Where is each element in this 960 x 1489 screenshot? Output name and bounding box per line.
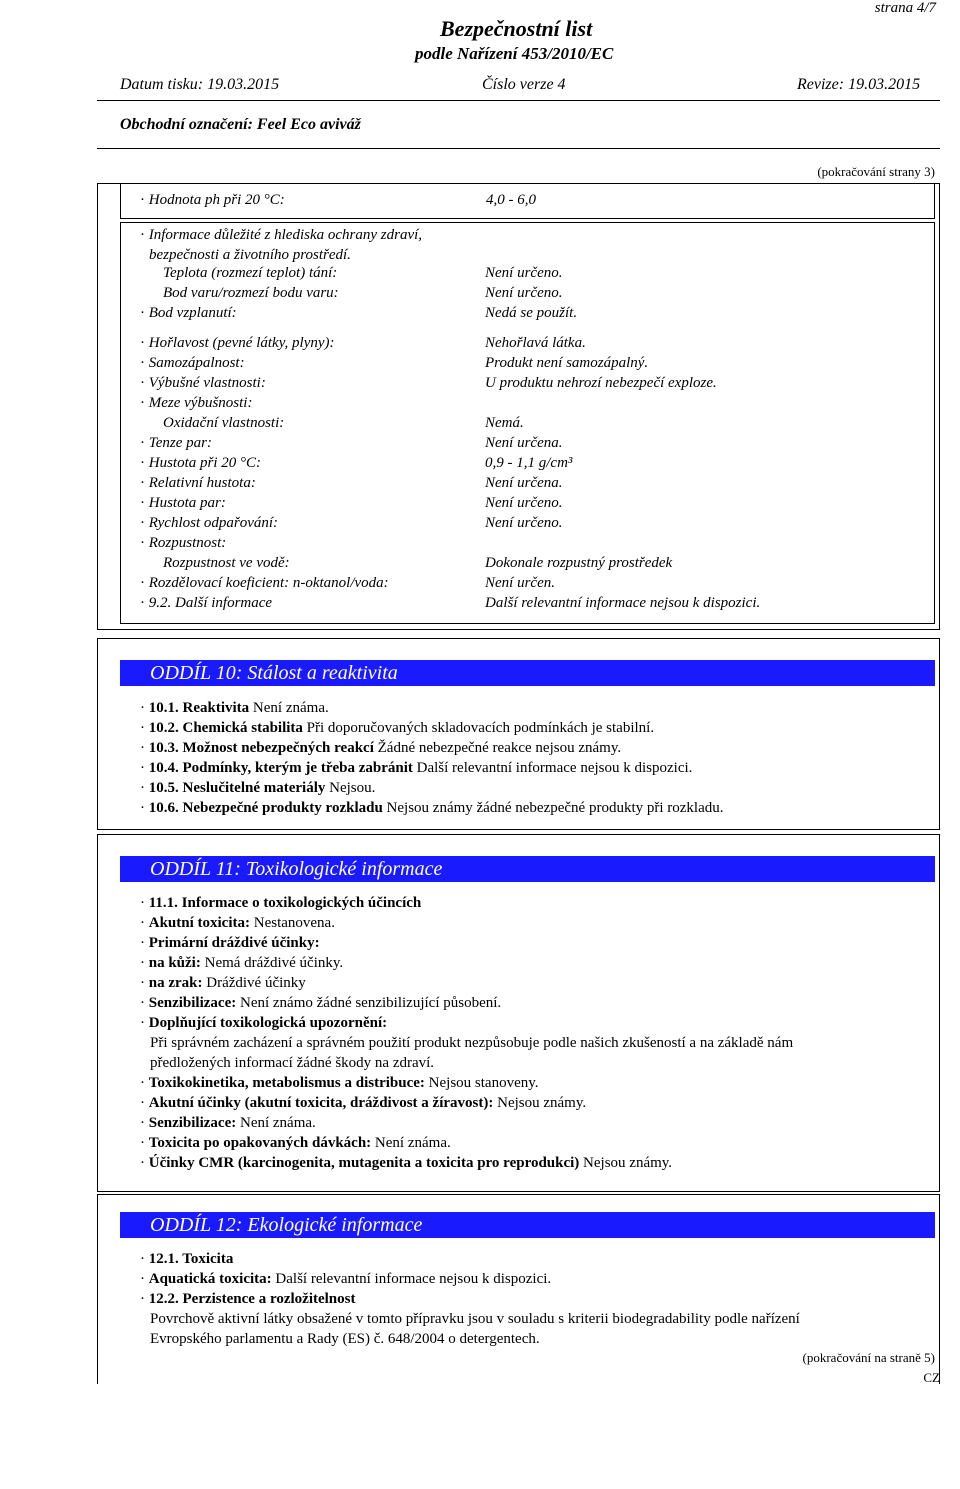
document-subtitle: podle Nařízení 453/2010/EC [415,44,614,63]
info-item-text: Nejsou známy. [493,1095,587,1111]
info-item-text: Dráždivé účinky [202,975,306,991]
info-item [140,1113,316,1133]
info-item-label: · Toxikokinetika, metabolismus a distribuce: [140,1075,425,1091]
section-12-paragraph-1: Povrchově aktivní látky obsažené v tomto přípravku jsou v souladu s kriterii biodegradability podle nařízení [150,1311,800,1327]
property-label: · Bod vzplanutí: [140,303,237,323]
info-item-label: · Akutní účinky (akutní toxicita, dráždivost a žíravost): [140,1095,493,1111]
info-item-text: Nejsou známy žádné nebezpečné produkty při rozkladu. [382,800,724,816]
property-value: Dokonale rozpustný prostředek [485,555,673,571]
info-item-text: Další relevantní informace nejsou k dispozici. [412,760,693,776]
info-item [140,798,724,818]
info-item-label: · Aquatická toxicita: [140,1271,272,1287]
info-item [140,778,375,798]
info-item-label: · na zrak: [140,975,203,991]
info-item-label: · Doplňující toxikologická upozornění: [140,1015,387,1031]
info-item-label: · 10.6. Nebezpečné produkty rozkladu [140,800,383,816]
ph-value: 4,0 - 6,0 [486,192,536,208]
property-label: Bod varu/rozmezí bodu varu: [163,285,339,301]
info-item [140,698,329,718]
property-value: Nemá. [485,415,524,431]
section-10-heading: ODDÍL 10: Stálost a reaktivita [120,660,935,686]
info-item [140,1269,551,1289]
page-number: strana 4/7 [874,0,936,16]
info-item-label: · 12.1. Toxicita [140,1251,233,1267]
version-number: Číslo verze 4 [482,76,566,93]
property-label: Rozpustnost ve vodě: [163,555,290,571]
property-label: · Hustota par: [140,493,226,513]
info-item [140,1093,586,1113]
property-label: · Hustota při 20 °C: [140,453,261,473]
info-item-label: · Senzibilizace: [140,995,236,1011]
property-value: U produktu nehrozí nebezpečí exploze. [485,375,717,391]
info-item [140,1013,387,1033]
property-label: · Rychlost odpařování: [140,513,278,533]
trade-name-rule [97,148,940,149]
info-item-text: Nejsou. [325,780,376,796]
info-item [140,913,335,933]
info-item [140,1289,355,1309]
property-value: Další relevantní informace nejsou k dispozici. [485,595,761,611]
info-item-label: · 11.1. Informace o toxikologických účincích [140,895,421,911]
info-item-text: Nejsou stanoveny. [424,1075,539,1091]
info-item-label: · na kůži: [140,955,201,971]
property-label: · Tenze par: [140,433,212,453]
info-item-label: · 10.3. Možnost nebezpečných reakcí [140,740,374,756]
info-item-label: · 10.1. Reaktivita [140,700,249,716]
revision-date: Revize: 19.03.2015 [797,76,921,93]
property-value: Není určeno. [485,495,563,511]
info-item-label: · Účinky CMR (karcinogenita, mutagenita a toxicita pro reprodukci) [140,1155,579,1171]
property-value: Produkt není samozápalný. [485,355,649,371]
info-heading-2: bezpečnosti a životního prostředí. [149,247,351,263]
info-item-label: · 10.2. Chemická stabilita [140,720,303,736]
info-item-text: Žádné nebezpečné reakce nejsou známy. [373,740,622,756]
info-item-label: · 10.5. Neslučitelné materiály [140,780,325,796]
info-item-text: Nejsou známy. [579,1155,673,1171]
info-item-label: · Toxicita po opakovaných dávkách: [140,1135,371,1151]
info-item-label: · 12.2. Perzistence a rozložitelnost [140,1291,355,1307]
section-12-heading: ODDÍL 12: Ekologické informace [120,1212,935,1238]
property-label: Teplota (rozmezí teplot) tání: [163,265,338,281]
property-value: Není určena. [485,475,563,491]
property-label: · Výbušné vlastnosti: [140,373,266,393]
info-item-text: Při doporučovaných skladovacích podmínkách je stabilní. [302,720,655,736]
continuation-to: (pokračování na straně 5) [802,1350,935,1365]
info-item-label: · Senzibilizace: [140,1115,236,1131]
property-value: Není určen. [485,575,555,591]
property-label: · 9.2. Další informace [140,593,272,613]
property-value: Není určeno. [485,265,563,281]
info-item [140,1133,451,1153]
language-code: CZ [923,1370,940,1385]
info-item-label: · Primární dráždivé účinky: [140,935,320,951]
info-item [140,1073,539,1093]
info-item [140,973,306,993]
info-item-text: Není známa. [371,1135,451,1151]
property-label: · Rozpustnost: [140,533,226,553]
property-label: · Rozdělovací koeficient: n-oktanol/voda: [140,573,389,593]
info-item [140,893,421,913]
info-item-text: Není známa. [249,700,329,716]
info-item [140,1153,672,1173]
property-label: · Meze výbušnosti: [140,393,252,413]
property-label: · Samozápalnost: [140,353,245,373]
info-item [140,1249,233,1269]
section-11-heading: ODDÍL 11: Toxikologické informace [120,856,935,882]
property-value: Nehořlavá látka. [485,335,586,351]
info-item-text: Není známa. [236,1115,316,1131]
info-item-text: Další relevantní informace nejsou k dispozici. [271,1271,552,1287]
trade-name: Obchodní označení: Feel Eco aviváž [120,116,361,133]
info-item [140,993,501,1013]
document-title: Bezpečnostní list [440,16,593,41]
section-11-paragraph-1: Při správném zacházení a správném použití produkt nezpůsobuje podle našich zkušeností a na základě nám [150,1035,794,1051]
info-item [140,933,320,953]
info-heading-1: · Informace důležité z hlediska ochrany zdraví, [140,227,422,244]
info-item-text: Nemá dráždivé účinky. [200,955,344,971]
property-label: · Relativní hustota: [140,473,256,493]
property-value: Není určeno. [485,515,563,531]
header-rule [97,100,940,101]
property-value: 0,9 - 1,1 g/cm³ [485,455,573,471]
property-value: Není určena. [485,435,563,451]
property-label: Oxidační vlastnosti: [163,415,285,431]
info-item-text: Nestanovena. [250,915,335,931]
info-item [140,738,621,758]
info-item-label: · 10.4. Podmínky, kterým je třeba zabránit [140,760,413,776]
property-value: Nedá se použít. [485,305,578,321]
section-11-paragraph-2: předložených informací žádné škody na zdraví. [150,1055,435,1071]
property-value: Není určeno. [485,285,563,301]
info-item [140,718,654,738]
section-12-paragraph-2: Evropského parlamentu a Rady (ES) č. 648/2004 o detergentech. [150,1331,540,1347]
info-item [140,953,343,973]
info-item [140,758,692,778]
print-date: Datum tisku: 19.03.2015 [120,76,280,93]
info-item-text: Není známo žádné senzibilizující působení. [236,995,502,1011]
ph-label: · Hodnota ph při 20 °C: [140,192,285,209]
property-label: · Hořlavost (pevné látky, plyny): [140,333,335,353]
info-item-label: · Akutní toxicita: [140,915,250,931]
continuation-from: (pokračování strany 3) [817,164,935,179]
